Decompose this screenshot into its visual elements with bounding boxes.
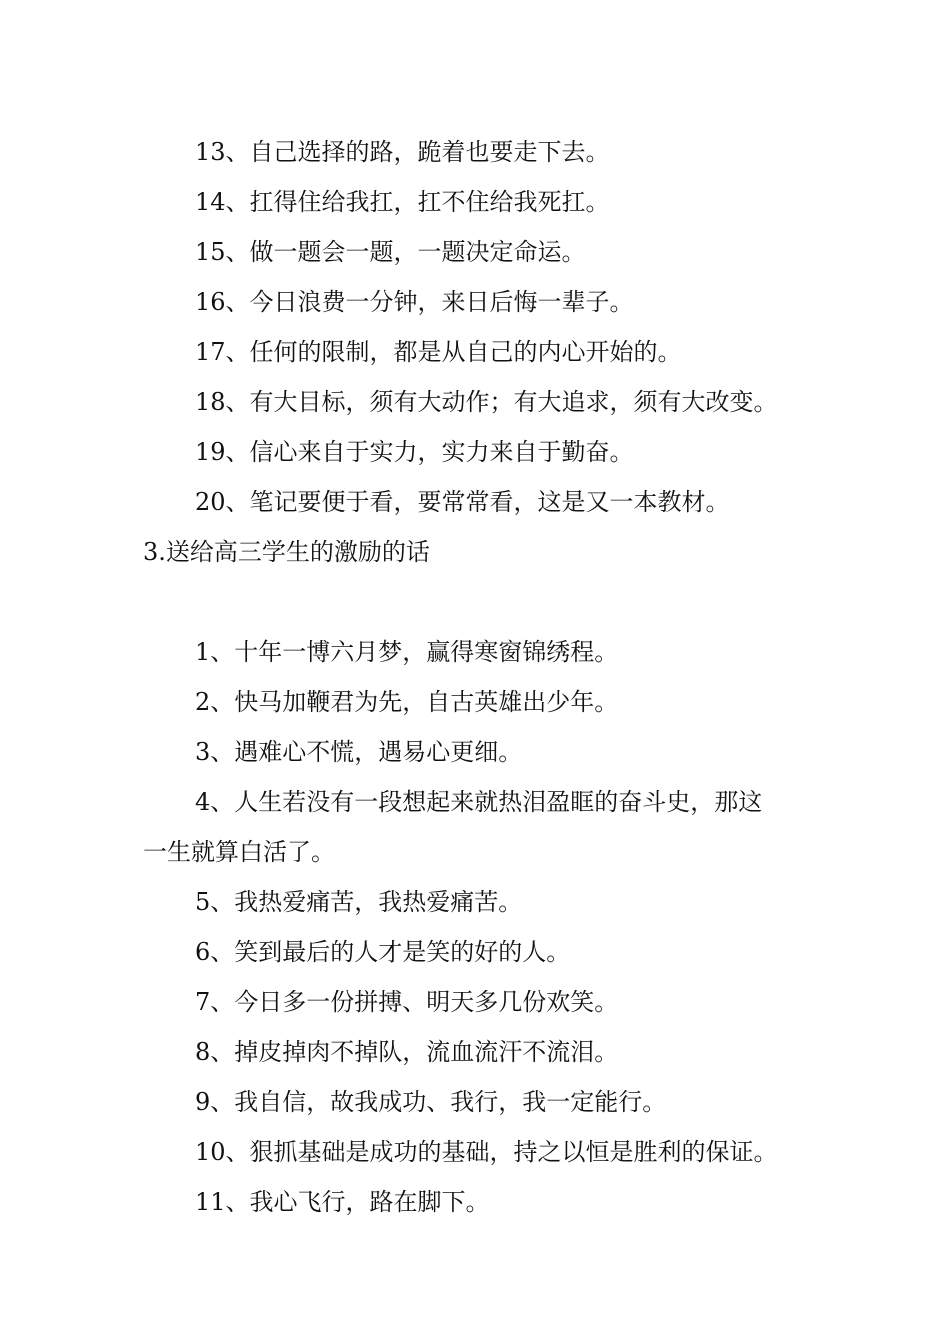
- list-item: 13、自己选择的路，跪着也要走下去。: [195, 138, 610, 166]
- list-item: 20、笔记要便于看，要常常看，这是又一本教材。: [195, 488, 730, 516]
- list-item: 9、我自信，故我成功、我行，我一定能行。: [195, 1088, 667, 1116]
- list-item: 16、今日浪费一分钟，来日后悔一辈子。: [195, 288, 634, 316]
- spacer: [143, 577, 813, 627]
- list-item: 15、做一题会一题，一题决定命运。: [195, 238, 586, 266]
- list-item-line-1: 4、人生若没有一段想起来就热泪盈眶的奋斗史，那这: [195, 788, 763, 816]
- list-item-line-2: 一生就算白活了。: [143, 838, 335, 866]
- list-item: 1、十年一博六月梦，赢得寒窗锦绣程。: [195, 638, 619, 666]
- list-item: 6、笑到最后的人才是笑的好的人。: [195, 938, 571, 966]
- list-item: 18、有大目标，须有大动作；有大追求，须有大改变。: [195, 388, 778, 416]
- list-item: 8、掉皮掉肉不掉队，流血流汗不流泪。: [195, 1038, 619, 1066]
- list-item: 17、任何的限制，都是从自己的内心开始的。: [195, 338, 682, 366]
- list-item: 19、信心来自于实力，实力来自于勤奋。: [195, 438, 634, 466]
- list-item: 14、扛得住给我扛，扛不住给我死扛。: [195, 188, 610, 216]
- list-item: 10、狠抓基础是成功的基础，持之以恒是胜利的保证。: [195, 1138, 778, 1166]
- list-item: 5、我热爱痛苦，我热爱痛苦。: [195, 888, 523, 916]
- list-item: 3、遇难心不慌，遇易心更细。: [195, 738, 523, 766]
- document-body: [143, 127, 813, 1227]
- list-item: 2、快马加鞭君为先，自古英雄出少年。: [195, 688, 619, 716]
- list-item: 7、今日多一份拼搏、明天多几份欢笑。: [195, 988, 619, 1016]
- list-item: 11、我心飞行，路在脚下。: [195, 1188, 490, 1216]
- section-heading: 3.送给高三学生的激励的话: [143, 538, 430, 566]
